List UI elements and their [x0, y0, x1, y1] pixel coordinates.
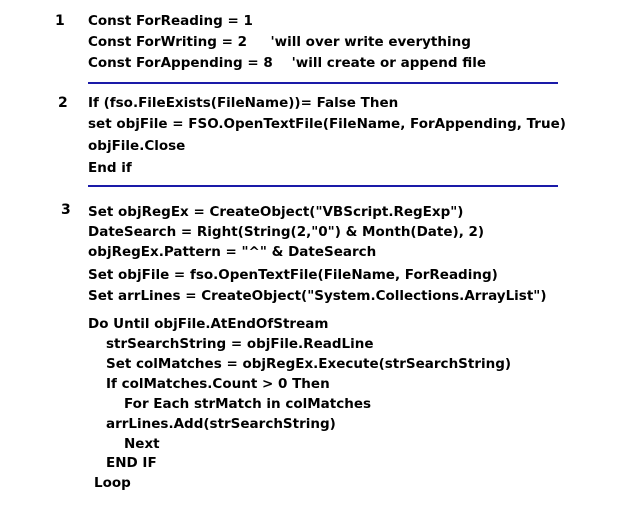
section-number-2: 2	[58, 95, 68, 111]
code-line: DateSearch = Right(String(2,"0") & Month(Date), 2)	[88, 224, 485, 240]
code-line: objRegEx.Pattern = "^" & DateSearch	[88, 244, 377, 260]
code-line: If (fso.FileExists(FileName))= False Then	[88, 95, 399, 111]
code-line: Loop	[94, 475, 131, 491]
code-line: Const ForWriting = 2 'will over write everything	[88, 34, 471, 50]
code-line: Set objRegEx = CreateObject("VBScript.RegExp")	[88, 204, 464, 220]
code-line: set objFile = FSO.OpenTextFile(FileName, ForAppending, True)	[88, 116, 566, 132]
code-line: objFile.Close	[88, 138, 186, 154]
section-number-1: 1	[55, 13, 65, 29]
code-line: Next	[124, 436, 160, 452]
code-line: Do Until objFile.AtEndOfStream	[88, 316, 329, 332]
code-line: Set objFile = fso.OpenTextFile(FileName, ForReading)	[88, 267, 498, 283]
code-line: End if	[88, 160, 132, 176]
section-number-3: 3	[61, 202, 71, 218]
code-line: END IF	[106, 455, 157, 471]
section-divider	[88, 185, 558, 187]
section-divider	[88, 82, 558, 84]
code-line: Set colMatches = objRegEx.Execute(strSearchString)	[106, 356, 512, 372]
code-line: If colMatches.Count > 0 Then	[106, 376, 330, 392]
code-line: arrLines.Add(strSearchString)	[106, 416, 336, 432]
code-line: Const ForAppending = 8 'will create or append file	[88, 55, 487, 71]
code-line: strSearchString = objFile.ReadLine	[106, 336, 374, 352]
code-line: Set arrLines = CreateObject("System.Collections.ArrayList")	[88, 288, 547, 304]
code-line: For Each strMatch in colMatches	[124, 396, 372, 412]
code-line: Const ForReading = 1	[88, 13, 253, 29]
